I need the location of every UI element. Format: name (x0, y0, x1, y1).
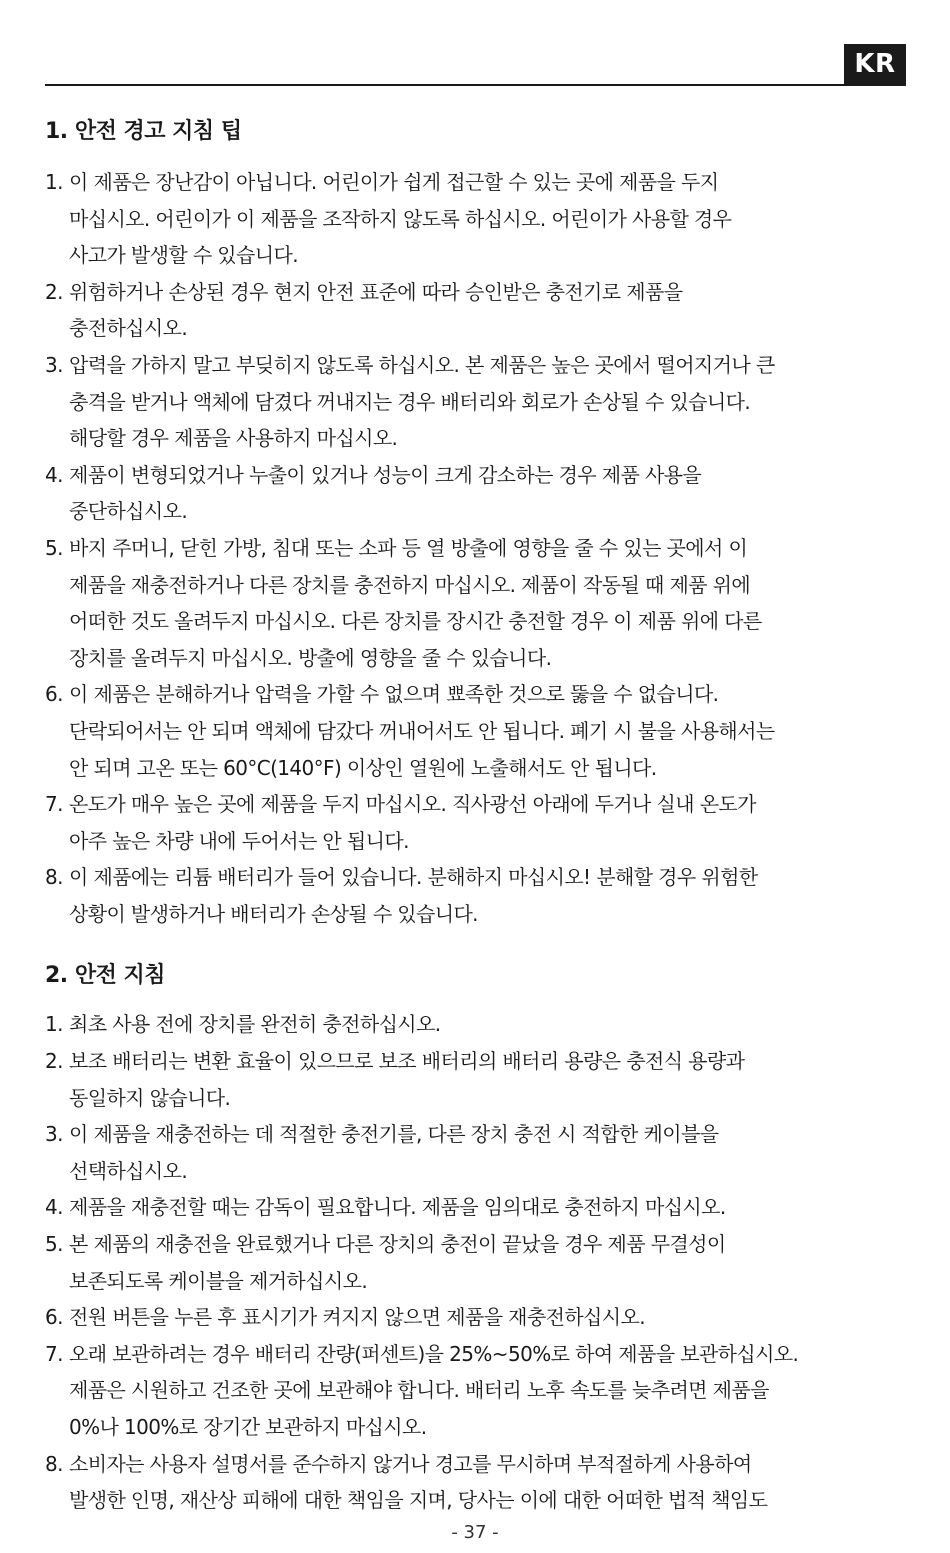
list-item-number: 3. (45, 1122, 63, 1147)
list-item-text-line: 단락되어서는 안 되며 액체에 담갔다 꺼내어서도 안 됩니다. 폐기 시 불을 사용해서는 (69, 718, 775, 743)
list-item-text-line: 사고가 발생할 수 있습니다. (69, 243, 298, 268)
list-item-text-line: 충격을 받거나 액체에 담겼다 꺼내지는 경우 배터리와 회로가 손상될 수 있습니다. (69, 389, 751, 414)
list-item (45, 1043, 906, 1116)
safety-warnings-list (45, 164, 906, 932)
list-item-text-line: 오래 보관하려는 경우 배터리 잔량(퍼센트)을 25%~50%로 하여 제품을 보관하십시오. (69, 1341, 799, 1366)
language-badge: KR (844, 44, 906, 84)
list-item-number: 4. (45, 1195, 63, 1220)
list-item (45, 786, 906, 859)
list-item-number: 1. (45, 170, 63, 194)
list-item-text-line: 장치를 올려두지 마십시오. 방출에 영향을 줄 수 있습니다. (69, 645, 552, 670)
list-item-number: 2. (45, 1049, 63, 1074)
document-body (45, 110, 906, 1519)
list-item (45, 457, 906, 530)
list-item-text-line: 0%나 100%로 장기간 보관하지 마십시오. (69, 1415, 427, 1439)
list-item-text-line: 보존되도록 케이블을 제거하십시오. (69, 1268, 368, 1293)
list-item-text-line: 이 제품을 재충전하는 데 적절한 충전기를, 다른 장치 충전 시 적합한 케이블을 (69, 1122, 719, 1147)
list-item-number: 7. (45, 1341, 63, 1366)
list-item-text-line: 이 제품에는 리튬 배터리가 들어 있습니다. 분해하지 마십시오! 분해할 경우 위험한 (69, 865, 758, 890)
list-item (45, 530, 906, 676)
list-item (45, 859, 906, 932)
list-item-text-line: 제품을 재충전하거나 다른 장치를 충전하지 마십시오. 제품이 작동될 때 제품 위에 (69, 572, 751, 597)
list-item-number: 1. (45, 1012, 63, 1037)
list-item-number: 4. (45, 462, 63, 487)
list-item-number: 2. (45, 279, 63, 304)
list-item (45, 1226, 906, 1299)
list-item-text-line: 충전하십시오. (69, 316, 188, 341)
list-item-text-line: 위험하거나 손상된 경우 현지 안전 표준에 따라 승인받은 충전기로 제품을 (69, 279, 683, 304)
list-item-text-line: 본 제품의 재충전을 완료했거나 다른 장치의 충전이 끝났을 경우 제품 무결성이 (69, 1232, 726, 1257)
list-item-text-line: 제품을 재충전할 때는 감독이 필요합니다. 제품을 임의대로 충전하지 마십시오. (69, 1195, 726, 1220)
list-item-text-line: 압력을 가하지 말고 부딪히지 않도록 하십시오. 본 제품은 높은 곳에서 떨어지거나 큰 (69, 352, 775, 377)
list-item (45, 274, 906, 347)
list-item-text-line: 제품이 변형되었거나 누출이 있거나 성능이 크게 감소하는 경우 제품 사용을 (69, 462, 702, 487)
list-item-number: 8. (45, 865, 63, 890)
list-item-number: 6. (45, 682, 63, 707)
safety-instructions-list (45, 1006, 906, 1518)
list-item-text-line: 안 되며 고온 또는 60°C(140°F) 이상인 열원에 노출해서도 안 됩니다. (69, 755, 657, 780)
list-item (45, 1299, 906, 1336)
list-item (45, 1006, 906, 1043)
list-item-text-line: 소비자는 사용자 설명서를 준수하지 않거나 경고를 무시하며 부적절하게 사용하여 (69, 1451, 752, 1476)
list-item-text-line: 선택하십시오. (69, 1158, 188, 1183)
list-item-number: 8. (45, 1451, 63, 1476)
list-item-number: 3. (45, 352, 63, 377)
list-item-text-line: 동일하지 않습니다. (69, 1085, 231, 1110)
list-item-number: 7. (45, 792, 63, 817)
list-item-text-line: 이 제품은 장난감이 아닙니다. 어린이가 쉽게 접근할 수 있는 곳에 제품을 두지 (69, 170, 719, 194)
list-item-text-line: 바지 주머니, 닫힌 가방, 침대 또는 소파 등 열 방출에 영향을 줄 수 있는 곳에서 이 (69, 535, 748, 560)
section-title-safety-warnings: 1. 안전 경고 지침 팁 (45, 119, 242, 144)
list-item (45, 1116, 906, 1189)
list-item-text-line: 최초 사용 전에 장치를 완전히 충전하십시오. (69, 1012, 441, 1037)
list-item-number: 6. (45, 1305, 63, 1330)
list-item-text-line: 온도가 매우 높은 곳에 제품을 두지 마십시오. 직사광선 아래에 두거나 실내 온도가 (69, 792, 756, 817)
header-divider (45, 84, 906, 86)
list-item-text-line: 제품은 시원하고 건조한 곳에 보관해야 합니다. 배터리 노후 속도를 늦추려면 제품을 (69, 1378, 769, 1403)
list-item-text-line: 마십시오. 어린이가 이 제품을 조작하지 않도록 하십시오. 어린이가 사용할 경우 (69, 206, 732, 231)
page-number: - 37 - (451, 1522, 499, 1543)
list-item-text-line: 어떠한 것도 올려두지 마십시오. 다른 장치를 장시간 충전할 경우 이 제품 위에 다른 (69, 609, 762, 634)
list-item-text-line: 상황이 발생하거나 배터리가 손상될 수 있습니다. (69, 901, 478, 926)
list-item-text-line: 보조 배터리는 변환 효율이 있으므로 보조 배터리의 배터리 용량은 충전식 용량과 (69, 1049, 745, 1074)
list-item (45, 676, 906, 786)
list-item-text-line: 해당할 경우 제품을 사용하지 마십시오. (69, 426, 398, 451)
section-title-safety-instructions: 2. 안전 지침 (45, 963, 165, 989)
list-item-text-line: 이 제품은 분해하거나 압력을 가할 수 없으며 뾰족한 것으로 뚫을 수 없습니다. (69, 682, 719, 707)
list-item (45, 1336, 906, 1446)
list-item-number: 5. (45, 1232, 63, 1257)
list-item-text-line: 중단하십시오. (69, 499, 188, 524)
list-item-number: 5. (45, 535, 63, 560)
list-item (45, 1189, 906, 1226)
list-item (45, 1446, 906, 1519)
list-item (45, 347, 906, 457)
list-item-text-line: 전원 버튼을 누른 후 표시기가 켜지지 않으면 제품을 재충전하십시오. (69, 1305, 645, 1330)
list-item (45, 164, 906, 274)
list-item-text-line: 발생한 인명, 재산상 피해에 대한 책임을 지며, 당사는 이에 대한 어떠한 법적 책임도 (69, 1488, 768, 1513)
list-item-text-line: 아주 높은 차량 내에 두어서는 안 됩니다. (69, 828, 409, 853)
